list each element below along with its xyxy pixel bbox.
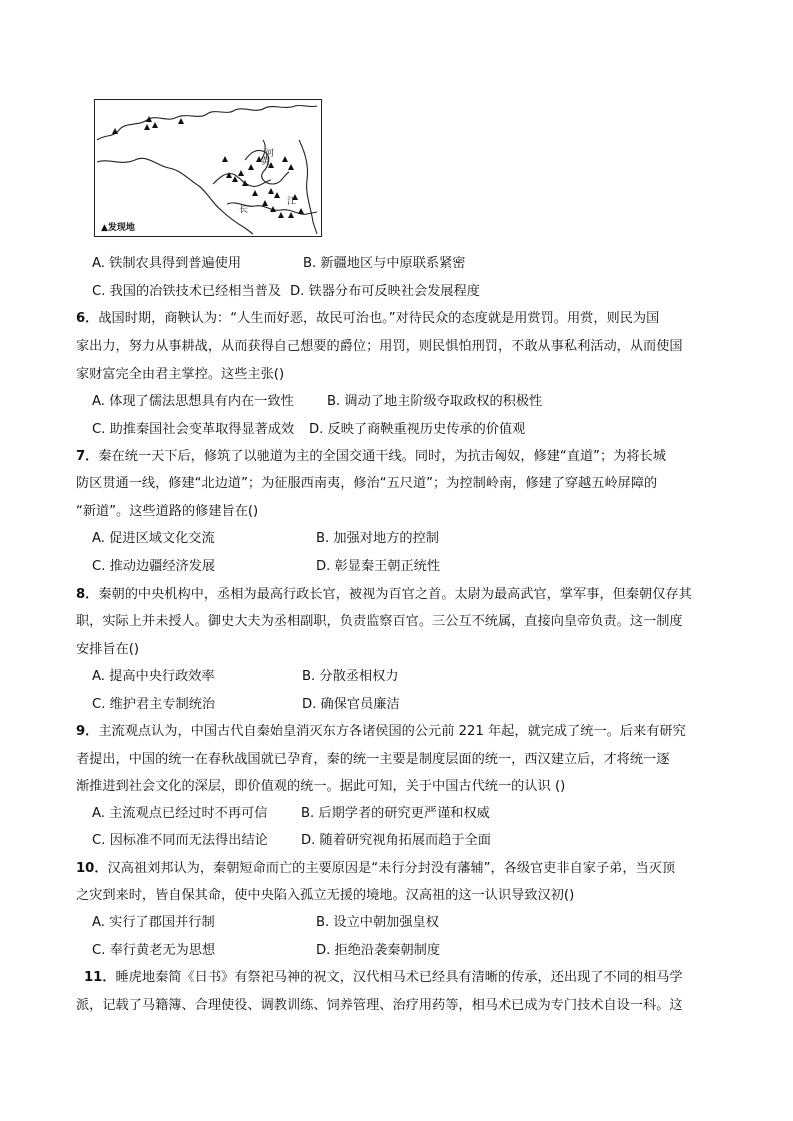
q8-line-3: 安排旨在() xyxy=(76,642,140,657)
q11-number: 11． xyxy=(84,970,116,985)
q6-text: 战国时期，商鞅认为：“人生而好恶，故民可治也。”对待民众的态度就是用赏罚。用赏，则民为国 xyxy=(98,311,660,326)
q11-line-1 xyxy=(84,968,683,988)
triangle-icon xyxy=(226,172,232,178)
map-label: 河 xyxy=(265,149,275,159)
q9-option-d[interactable]: D. 随着研究视角拓展而趋于全面 xyxy=(301,833,491,848)
q10-option-b[interactable]: B. 设立中朝加强皇权 xyxy=(316,915,439,930)
q7-line-2: 防区贯通一线，修建“北边道”；为征服西南夷，修治“五尺道”；为控制岭南，修建了穿越五岭屏障的 xyxy=(76,476,658,491)
q6-line-1 xyxy=(76,309,659,329)
q8-option-d[interactable]: D. 确保官员廉洁 xyxy=(302,697,400,712)
q9-line-3: 渐推进到社会文化的深层，即价值观的统一。据此可知，关于中国古代统一的认识 () xyxy=(76,779,566,794)
q9-line-2: 者提出，中国的统一在春秋战国就已孕育，秦的统一主要是制度层面的统一，西汉建立后，才将统一逐 xyxy=(76,752,670,767)
map-border-north xyxy=(97,105,317,140)
q9-option-b[interactable]: B. 后期学者的研究更严谨和权威 xyxy=(301,806,490,821)
triangle-icon xyxy=(274,192,280,198)
q9-option-a[interactable]: A. 主流观点已经过时不再可信 xyxy=(92,806,268,821)
triangle-icon xyxy=(288,164,294,170)
triangle-icon xyxy=(178,118,184,124)
q8-number: 8． xyxy=(76,587,99,602)
triangle-icon xyxy=(144,124,150,130)
triangle-icon xyxy=(268,188,274,194)
q5-option-a[interactable]: A. 铁制农具得到普遍使用 xyxy=(92,256,242,271)
triangle-icon xyxy=(238,170,244,176)
map-label: 黄 xyxy=(261,157,271,167)
map-coast xyxy=(299,140,317,234)
q6-option-b[interactable]: B. 调动了地主阶级夺取政权的积极性 xyxy=(327,394,543,409)
q8-text: 秦朝的中央机构中，丞相为最高行政长官，被视为百官之首。太尉为最高武官，掌军事，但秦朝仅存其 xyxy=(98,587,692,602)
triangle-icon xyxy=(282,156,288,162)
triangle-icon xyxy=(298,208,304,214)
q6-option-a[interactable]: A. 体现了儒法思想具有内在一致性 xyxy=(92,394,294,409)
q9-text: 主流观点认为，中国古代自秦始皇消灭东方各诸侯国的公元前 221 年起，就完成了统一。后来有研究 xyxy=(98,724,686,739)
triangle-icon xyxy=(146,116,152,122)
triangle-icon xyxy=(288,212,294,218)
map-label: 长 xyxy=(239,205,249,215)
map-figure xyxy=(94,99,322,237)
q7-line-3: “新道”。这些道路的修建旨在() xyxy=(76,504,259,519)
triangle-icon xyxy=(262,200,268,206)
map-legend: ▲发现地 xyxy=(101,223,135,233)
q7-option-d[interactable]: D. 彰显秦王朝正统性 xyxy=(316,559,441,574)
q7-number: 7． xyxy=(76,449,99,464)
q5-option-c[interactable]: C. 我国的冶铁技术已经相当普及 xyxy=(92,284,282,299)
q8-option-b[interactable]: B. 分散丞相权力 xyxy=(302,669,399,684)
q9-number: 9． xyxy=(76,724,99,739)
q6-line-3: 家财富完全由君主掌控。这些主张() xyxy=(76,367,285,382)
q10-option-d[interactable]: D. 拒绝沿袭秦朝制度 xyxy=(316,943,441,958)
triangle-markers xyxy=(112,116,304,218)
q10-line-2: 之灾到来时，皆自保其命，使中央陷入孤立无援的境地。汉高祖的这一认识导致汉初() xyxy=(76,888,575,903)
q5-option-d[interactable]: D. 铁器分布可反映社会发展程度 xyxy=(290,284,480,299)
q6-option-c[interactable]: C. 助推秦国社会变革取得显著成效 xyxy=(92,422,295,437)
q11-line-2: 派，记载了马籍簿、合理使役、调教训练、饲养管理、治疗用药等，相马术已成为专门技术自设一科。这 xyxy=(76,998,683,1013)
map-drawing xyxy=(95,100,320,235)
q11-text: 睡虎地秦简《日书》有祭祀马神的祝文，汉代相马术已经具有清晰的传承，还出现了不同的相马学 xyxy=(115,970,683,985)
q9-option-c[interactable]: C. 因标准不同而无法得出结论 xyxy=(92,833,268,848)
q7-option-a[interactable]: A. 促进区域文化交流 xyxy=(92,531,215,546)
q6-line-2: 家出力，努力从事耕战，从而获得自己想要的爵位；用罚，则民惧怕刑罚，不敢从事私利活动，从而使国 xyxy=(76,339,683,354)
triangle-icon xyxy=(152,122,158,128)
q8-option-c[interactable]: C. 维护君主专制统治 xyxy=(92,697,216,712)
q8-option-a[interactable]: A. 提高中央行政效率 xyxy=(92,669,215,684)
triangle-icon xyxy=(222,156,228,162)
triangle-icon xyxy=(248,164,254,170)
q9-line-1 xyxy=(76,722,686,742)
q7-line-1 xyxy=(76,447,666,467)
q10-text: 汉高祖刘邦认为，秦朝短命而亡的主要原因是“未行分封没有藩辅”，各级官吏非自家子弟，当灭顶 xyxy=(107,861,676,876)
triangle-icon xyxy=(112,128,118,134)
q6-number: 6． xyxy=(76,311,99,326)
triangle-icon xyxy=(278,212,284,218)
map-label: 江 xyxy=(287,197,297,207)
q10-line-1 xyxy=(76,859,675,879)
q10-option-a[interactable]: A. 实行了郡国并行制 xyxy=(92,915,215,930)
q10-option-c[interactable]: C. 奉行黄老无为思想 xyxy=(92,943,216,958)
triangle-icon xyxy=(252,190,258,196)
q7-option-b[interactable]: B. 加强对地方的控制 xyxy=(316,531,439,546)
q6-option-d[interactable]: D. 反映了商鞅重视历史传承的价值观 xyxy=(309,422,526,437)
q7-option-c[interactable]: C. 推动边疆经济发展 xyxy=(92,559,216,574)
q7-text: 秦在统一天下后，修筑了以驰道为主的全国交通干线。同时，为抗击匈奴，修建“直道”；为将长城 xyxy=(98,449,666,464)
q10-number: 10． xyxy=(76,861,108,876)
q8-line-2: 职，实际上并未授人。御史大夫为丞相副职，负责监察百官。三公互不统属，直接向皇帝负责。这一制度 xyxy=(76,614,683,629)
q5-option-b[interactable]: B. 新疆地区与中原联系紧密 xyxy=(303,256,466,271)
q8-line-1 xyxy=(76,585,692,605)
